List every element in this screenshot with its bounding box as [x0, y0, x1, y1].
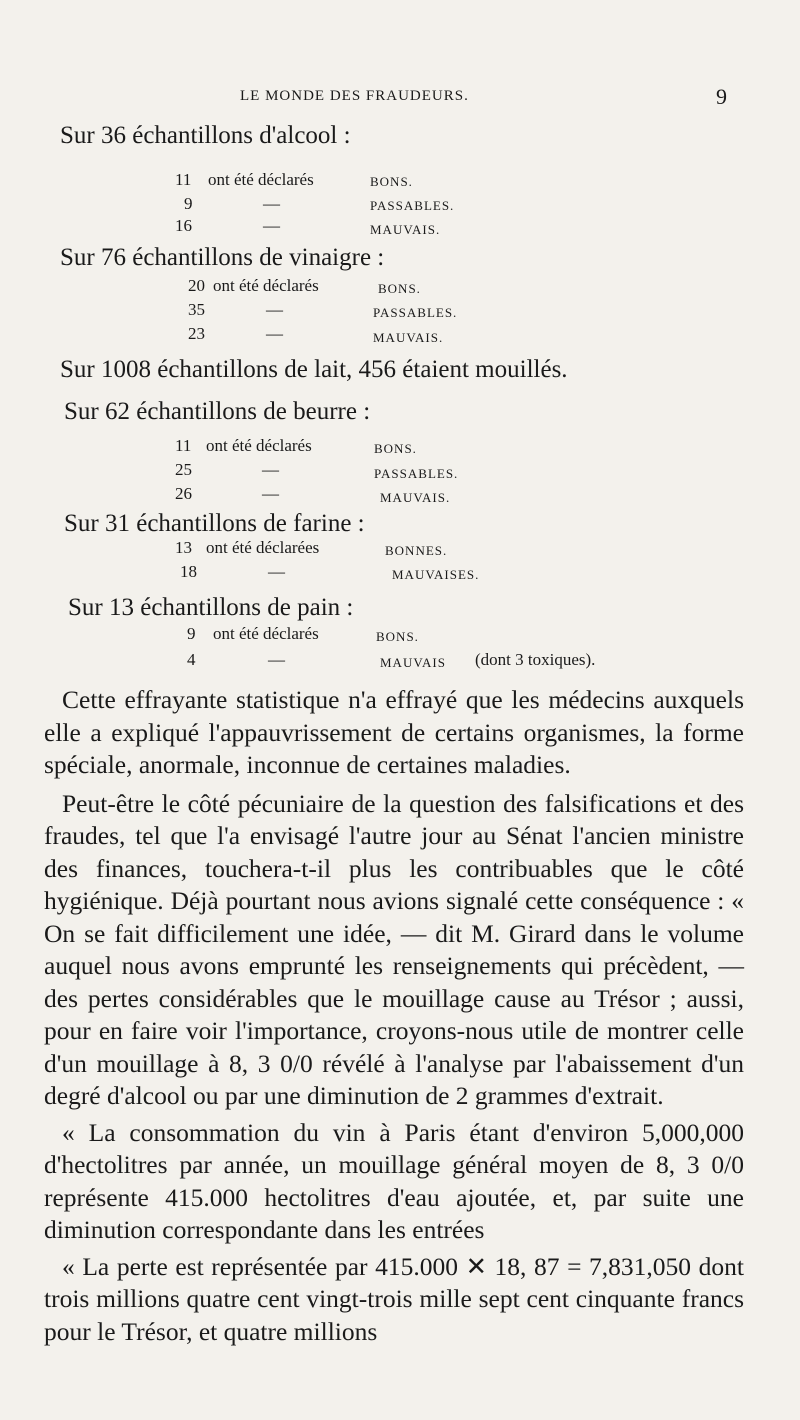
stat-dash: — [266, 300, 283, 319]
stat-heading-beurre: Sur 62 échantillons de beurre : [64, 398, 371, 425]
stat-dash: — [263, 194, 280, 213]
stat-dash: — [268, 562, 285, 581]
stat-dash: — [268, 650, 285, 669]
stat-label: MAUVAIS. [380, 490, 451, 505]
stat-verb: ont été déclarés [213, 624, 319, 643]
stat-label: PASSABLES. [370, 198, 455, 213]
stat-verb: ont été déclarés [213, 276, 319, 295]
stat-label: MAUVAIS. [373, 330, 444, 345]
stat-label: PASSABLES. [373, 305, 458, 320]
stat-count: 9 [187, 624, 196, 643]
stat-heading-alcool: Sur 36 échantillons d'alcool : [60, 122, 351, 149]
stat-note: (dont 3 toxiques). [475, 650, 596, 669]
stat-heading-vinaigre: Sur 76 échantillons de vinaigre : [60, 244, 385, 271]
stat-verb: ont été déclarés [208, 170, 314, 189]
stat-dash: — [263, 216, 280, 235]
stat-verb: ont été déclarées [206, 538, 320, 557]
paragraph: Peut-être le côté pécuniaire de la question des falsifications et des fraudes, tel que l'a envisagé l'autre jour au Sénat l'ancien ministre des finances, touchera-t-il plus les contribuables que le côté hygiénique. Déjà pourtant nous avions signalé cette conséquence : « On se fait difficilement une idée, — dit M. Girard dans le volume auquel nous avons emprunté les renseignements qui précèdent, — des pertes considérables que le mouillage cause au Trésor ; aussi, pour en faire voir l'importance, croyons-nous utile de montrer celle d'un mouillage à 8, 3 0/0 révélé à l'analyse par l'abaissement d'un degré d'alcool ou par une diminution de 2 grammes d'extrait. [44, 788, 744, 1110]
paragraph: « La perte est représentée par 415.000 ✕ 18, 87 = 7,831,050 dont trois millions quatre cent vingt-trois mille sept cent cinquante francs pour le Trésor, et quatre millions [44, 1251, 744, 1346]
body-text [44, 684, 744, 1348]
stat-count: 11 [175, 170, 192, 189]
stat-label: MAUVAIS [380, 655, 446, 670]
stat-label: BONS. [374, 441, 417, 456]
stat-count: 4 [187, 650, 196, 669]
stat-count: 23 [188, 324, 205, 343]
paragraph: Cette effrayante statistique n'a effrayé que les médecins auxquels elle a expliqué l'appauvrissement de certains organismes, la forme spéciale, anormale, inconnue de certaines maladies. [44, 685, 744, 779]
running-title: LE MONDE DES FRAUDEURS. [240, 88, 469, 104]
stat-label: MAUVAISES. [392, 567, 480, 582]
stat-label: BONS. [376, 629, 419, 644]
stat-label: BONS. [370, 174, 413, 189]
stat-label: BONNES. [385, 543, 448, 558]
stat-heading-farine: Sur 31 échantillons de farine : [64, 510, 365, 537]
stat-heading-lait: Sur 1008 échantillons de lait, 456 étaient mouillés. [60, 356, 568, 383]
page-header [0, 84, 800, 118]
stat-verb: ont été déclarés [206, 436, 312, 455]
paragraph: « La consommation du vin à Paris étant d'environ 5,000,000 d'hectolitres par année, un mouillage général moyen de 8, 3 0/0 représente 415.000 hectolitres d'eau ajoutée, et, par suite une diminution correspondante dans les entrées [44, 1117, 744, 1244]
page-number: 9 [716, 84, 727, 109]
stat-count: 18 [180, 562, 197, 581]
stat-label: PASSABLES. [374, 466, 459, 481]
stat-count: 9 [184, 194, 193, 213]
stat-count: 26 [175, 484, 192, 503]
stat-count: 20 [188, 276, 205, 295]
stat-count: 25 [175, 460, 192, 479]
stat-label: MAUVAIS. [370, 222, 441, 237]
stat-dash: — [262, 484, 279, 503]
stat-heading-pain: Sur 13 échantillons de pain : [68, 594, 354, 621]
stat-dash: — [262, 460, 279, 479]
stat-label: BONS. [378, 281, 421, 296]
stat-count: 13 [175, 538, 192, 557]
stat-count: 16 [175, 216, 192, 235]
stat-dash: — [266, 324, 283, 343]
stat-count: 35 [188, 300, 205, 319]
stat-count: 11 [175, 436, 192, 455]
